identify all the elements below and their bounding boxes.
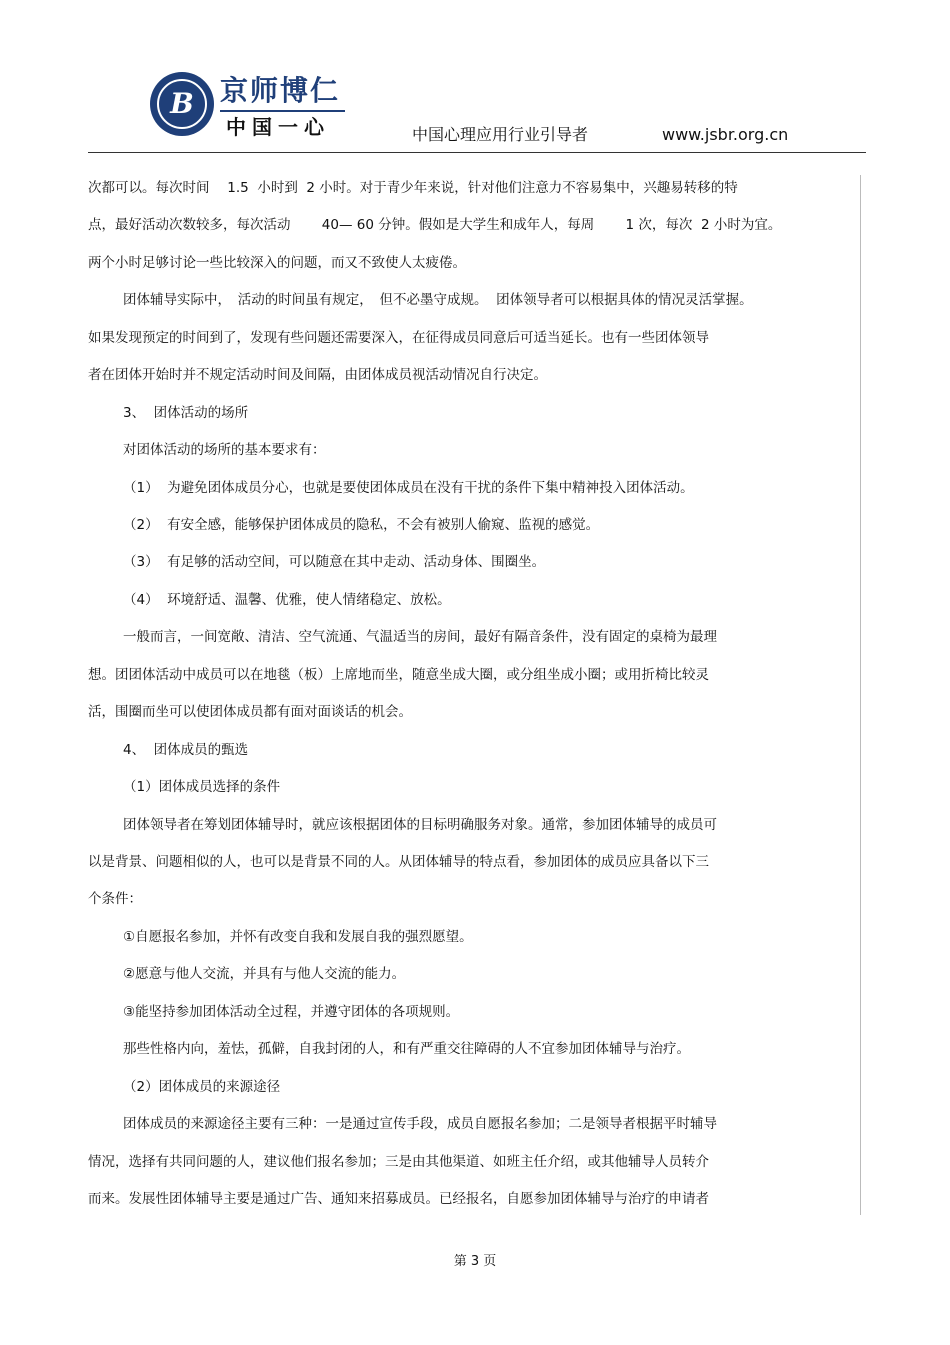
brand-name: 京师博仁 [220,74,341,107]
header-website: www.jsbr.org.cn [662,125,789,144]
logo-letter: B [170,87,194,120]
list-item: （1） 为避免团体成员分心，也就是要使团体成员在没有干扰的条件下集中精神投入团体活动。 [123,480,694,496]
text-line: 者在团体开始时并不规定活动时间及间隔，由团体成员视活动情况自行决定。 [88,367,547,383]
text-line: 而来。发展性团体辅导主要是通过广告、通知来招募成员。已经报名，自愿参加团体辅导与治疗的申请者 [88,1191,709,1207]
text-line: 团体成员的来源途径主要有三种：一是通过宣传手段，成员自愿报名参加；二是领导者根据平时辅导 [123,1116,717,1132]
text-line: 团体领导者在筹划团体辅导时，就应该根据团体的目标明确服务对象。通常，参加团体辅导的成员可 [123,817,717,833]
text-line: 两个小时足够讨论一些比较深入的问题，而又不致使人太疲倦。 [88,255,466,271]
text-line: 个条件： [88,891,142,907]
text-line: 想。团团体活动中成员可以在地毯（板）上席地而坐，随意坐成大圈，或分组坐成小圈；或用折椅比较灵 [88,667,709,683]
section-heading: 4、 团体成员的甄选 [123,742,249,758]
text-line: 那些性格内向，羞怯，孤僻，自我封闭的人，和有严重交往障碍的人不宜参加团体辅导与治疗。 [123,1041,690,1057]
subsection-heading: （1）团体成员选择的条件 [123,779,281,795]
list-item: （3） 有足够的活动空间，可以随意在其中走动、活动身体、围圈坐。 [123,554,546,570]
brand-slogan: 中国一心 [226,115,330,139]
text-line: 情况，选择有共同问题的人，建议他们报名参加；三是由其他渠道、如班主任介绍，或其他辅导人员转介 [88,1154,709,1170]
text-line: 活，围圈而坐可以使团体成员都有面对面谈话的机会。 [88,704,412,720]
list-item: ③能坚持参加团体活动全过程，并遵守团体的各项规则。 [123,1004,460,1020]
right-margin-rule [860,175,861,1215]
text-line: 一般而言，一间宽敞、清洁、空气流通、气温适当的房间，最好有隔音条件，没有固定的桌椅为最理 [123,629,717,645]
logo-emblem [150,72,214,136]
list-item: （2） 有安全感，能够保护团体成员的隐私，不会有被别人偷窥、监视的感觉。 [123,517,600,533]
header-divider [88,152,866,153]
brand-underline [220,110,345,112]
subsection-heading: （2）团体成员的来源途径 [123,1079,281,1095]
text-line: 以是背景、问题相似的人，也可以是背景不同的人。从团体辅导的特点看，参加团体的成员应具备以下三 [88,854,709,870]
text-line: 次都可以。每次时间 1.5 小时到 2 小时。对于青少年来说，针对他们注意力不容易集中，兴趣易转移的特 [88,180,738,196]
text-line: 对团体活动的场所的基本要求有： [123,442,326,458]
page-number: 第 3 页 [453,1254,497,1269]
text-line: 团体辅导实际中， 活动的时间虽有规定， 但不必墨守成规。 团体领导者可以根据具体的情况灵活掌握。 [123,292,753,308]
list-item: ①自愿报名参加，并怀有改变自我和发展自我的强烈愿望。 [123,929,473,945]
header-tagline: 中国心理应用行业引导者 [412,125,589,144]
text-line: 点，最好活动次数较多，每次活动 40— 60 分钟。假如是大学生和成年人，每周 1 次，每次 2 小时为宜。 [88,217,782,233]
list-item: ②愿意与他人交流，并具有与他人交流的能力。 [123,966,406,982]
text-line: 如果发现预定的时间到了，发现有些问题还需要深入，在征得成员同意后可适当延长。也有一些团体领导 [88,330,709,346]
section-heading: 3、 团体活动的场所 [123,405,249,421]
list-item: （4） 环境舒适、温馨、优雅，使人情绪稳定、放松。 [123,592,451,608]
